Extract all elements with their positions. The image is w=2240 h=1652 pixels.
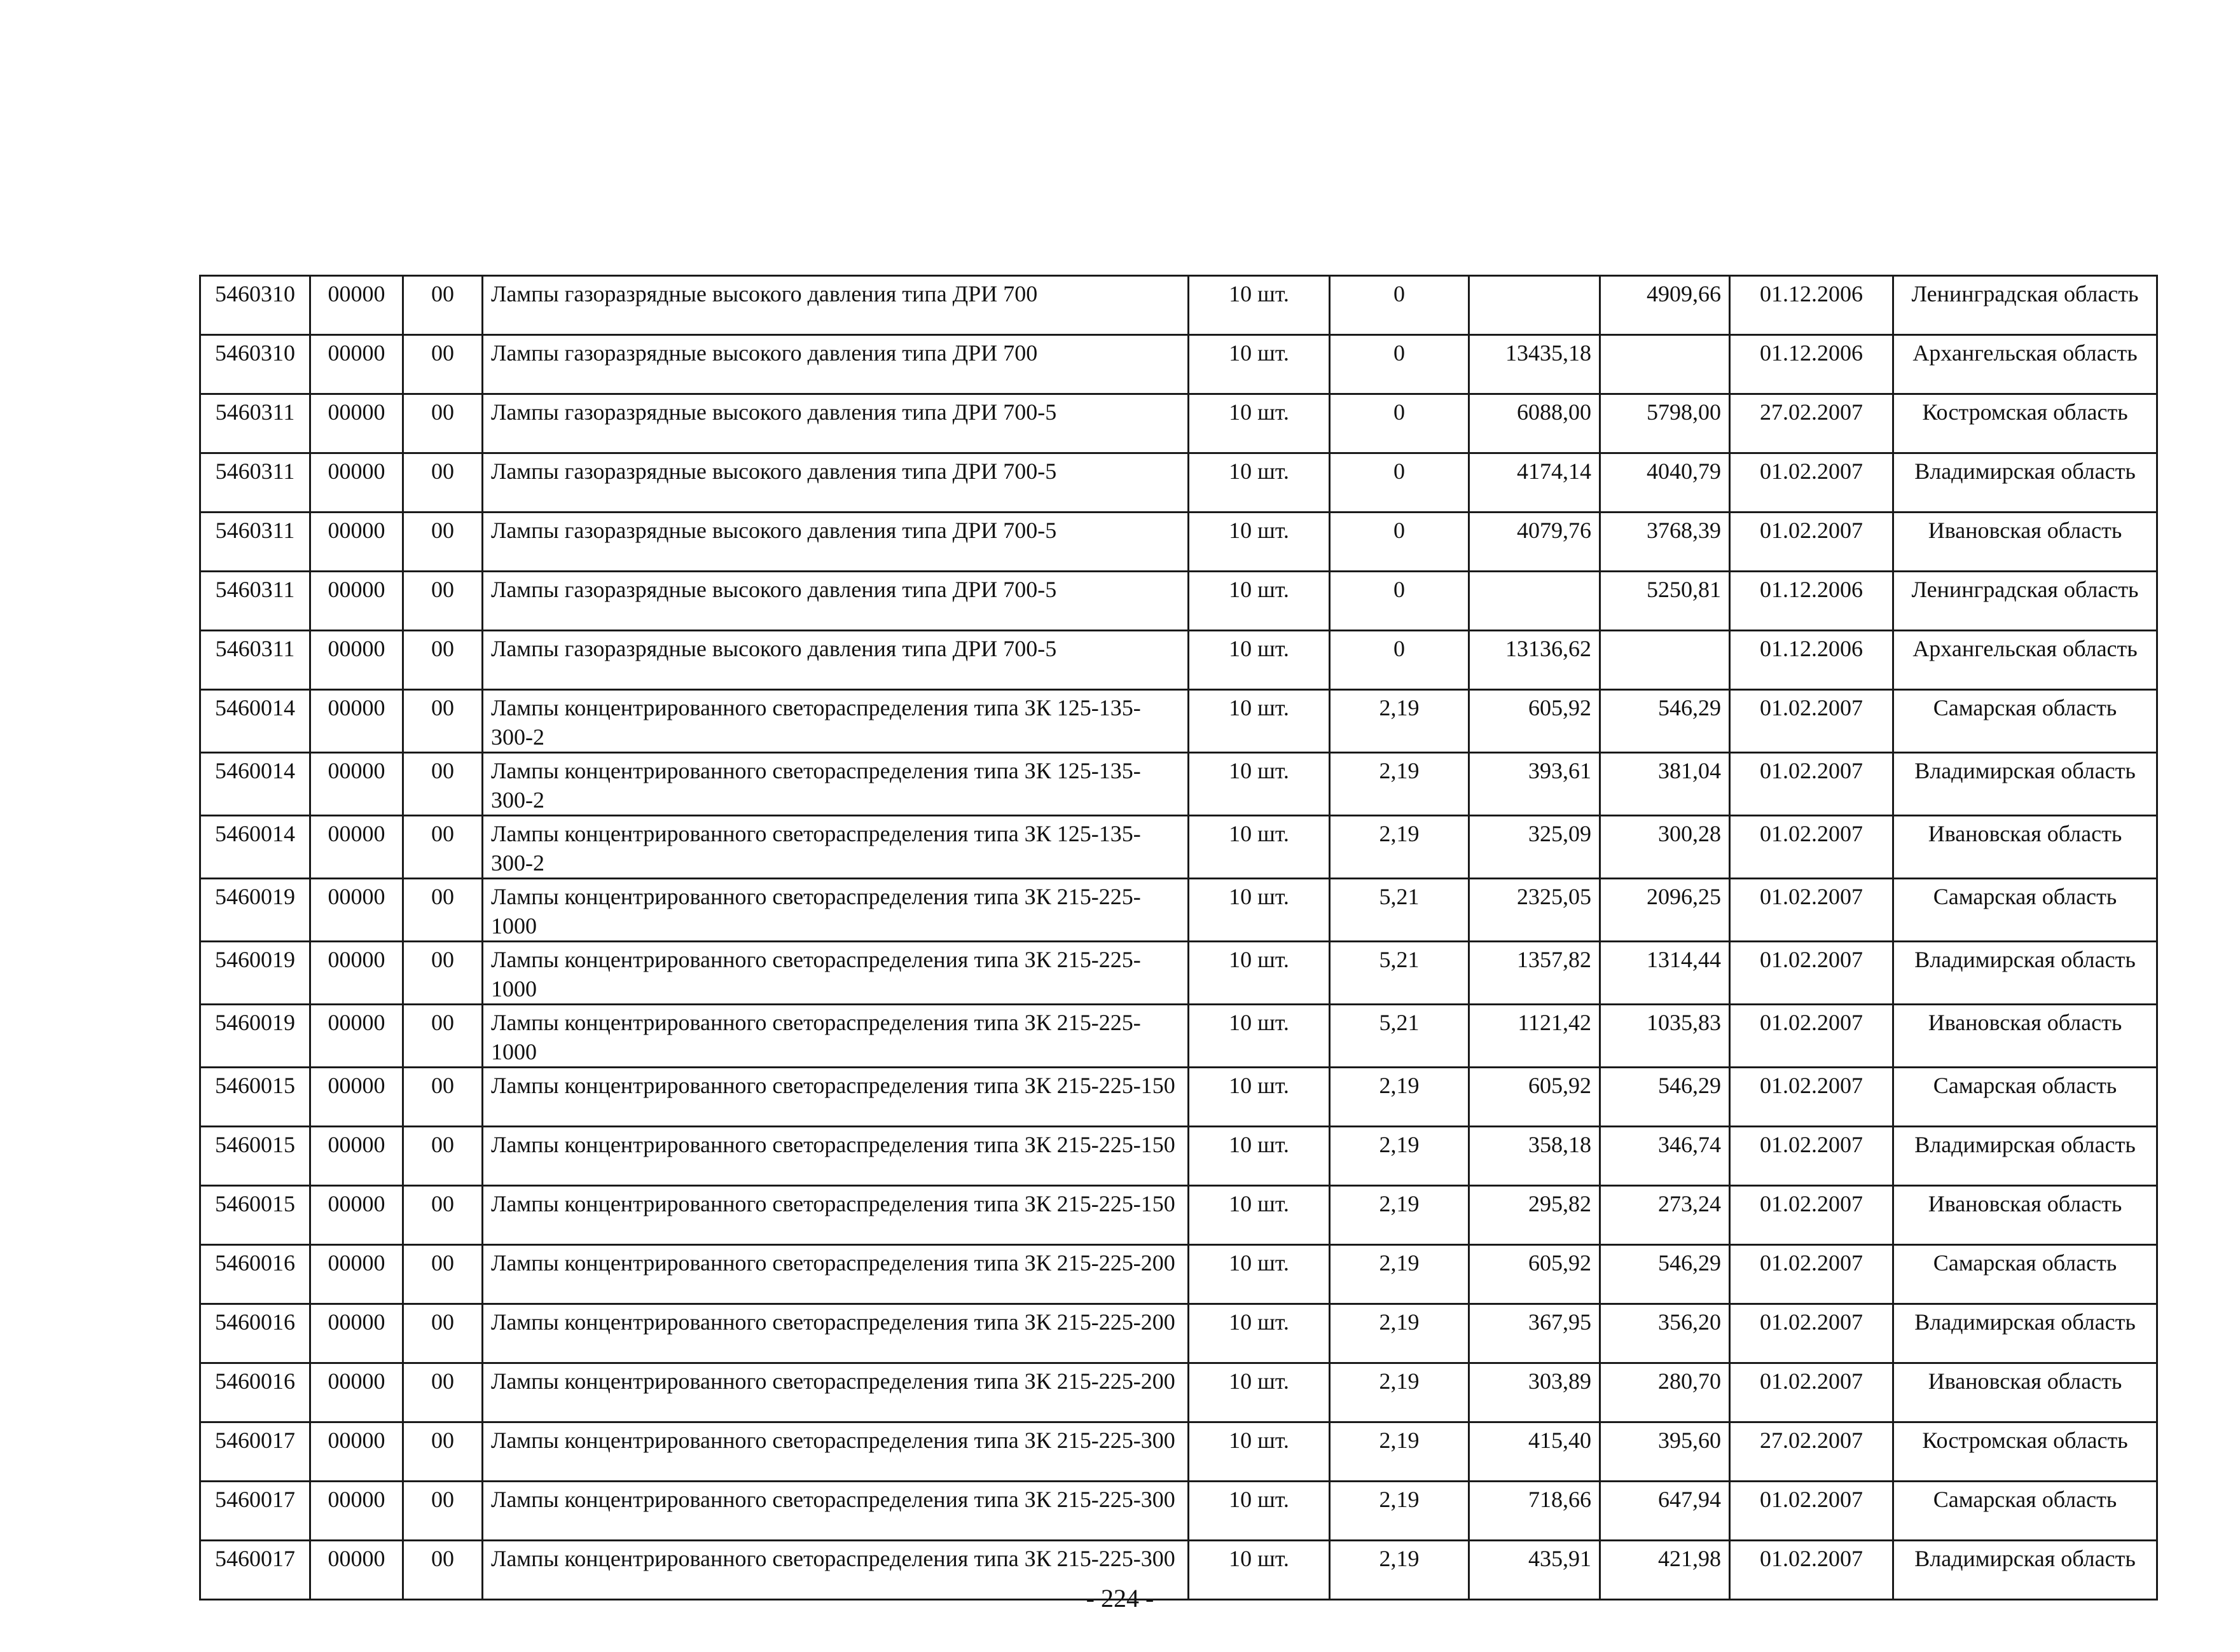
price-2-cell: 546,29 xyxy=(1600,690,1730,753)
price-2-cell: 381,04 xyxy=(1600,753,1730,816)
date-cell: 01.02.2007 xyxy=(1730,1005,1893,1068)
price-2-cell: 421,98 xyxy=(1600,1541,1730,1600)
version-cell: 00 xyxy=(403,276,483,335)
product-name-cell: Лампы газоразрядные высокого давления типа ДРИ 700 xyxy=(483,335,1189,394)
product-name-cell: Лампы концентрированного светораспределения типа ЗК 215-225-1000 xyxy=(483,879,1189,942)
unit-cell: 10 шт. xyxy=(1189,1186,1330,1245)
price-2-cell: 2096,25 xyxy=(1600,879,1730,942)
region-cell: Самарская область xyxy=(1893,1068,2157,1127)
price-2-cell: 1035,83 xyxy=(1600,1005,1730,1068)
price-2-cell: 3768,39 xyxy=(1600,513,1730,572)
date-cell: 01.02.2007 xyxy=(1730,942,1893,1005)
table-row xyxy=(200,572,2157,631)
coefficient-cell: 2,19 xyxy=(1330,1068,1469,1127)
product-name-cell: Лампы концентрированного светораспределения типа ЗК 125-135-300-2 xyxy=(483,690,1189,753)
table-row xyxy=(200,1363,2157,1422)
region-cell: Ленинградская область xyxy=(1893,276,2157,335)
date-cell: 01.12.2006 xyxy=(1730,335,1893,394)
price-1-cell: 325,09 xyxy=(1469,816,1600,879)
price-2-cell: 4040,79 xyxy=(1600,453,1730,513)
version-cell: 00 xyxy=(403,1068,483,1127)
subcode-cell: 00000 xyxy=(310,335,403,394)
product-code-cell: 5460310 xyxy=(200,276,310,335)
version-cell: 00 xyxy=(403,1541,483,1600)
product-code-cell: 5460015 xyxy=(200,1186,310,1245)
table-row xyxy=(200,1005,2157,1068)
region-cell: Самарская область xyxy=(1893,690,2157,753)
subcode-cell: 00000 xyxy=(310,753,403,816)
date-cell: 01.02.2007 xyxy=(1730,453,1893,513)
subcode-cell: 00000 xyxy=(310,1127,403,1186)
product-name-cell: Лампы концентрированного светораспределения типа ЗК 215-225-150 xyxy=(483,1127,1189,1186)
product-name-cell: Лампы газоразрядные высокого давления типа ДРИ 700-5 xyxy=(483,631,1189,690)
coefficient-cell: 2,19 xyxy=(1330,690,1469,753)
price-1-cell: 295,82 xyxy=(1469,1186,1600,1245)
price-2-cell: 300,28 xyxy=(1600,816,1730,879)
date-cell: 01.12.2006 xyxy=(1730,276,1893,335)
coefficient-cell: 0 xyxy=(1330,513,1469,572)
subcode-cell: 00000 xyxy=(310,1304,403,1363)
region-cell: Ленинградская область xyxy=(1893,572,2157,631)
version-cell: 00 xyxy=(403,753,483,816)
version-cell: 00 xyxy=(403,1482,483,1541)
subcode-cell: 00000 xyxy=(310,816,403,879)
subcode-cell: 00000 xyxy=(310,1186,403,1245)
price-2-cell: 280,70 xyxy=(1600,1363,1730,1422)
date-cell: 01.12.2006 xyxy=(1730,572,1893,631)
product-name-cell: Лампы концентрированного светораспределения типа ЗК 125-135-300-2 xyxy=(483,753,1189,816)
product-name-cell: Лампы газоразрядные высокого давления типа ДРИ 700 xyxy=(483,276,1189,335)
date-cell: 01.02.2007 xyxy=(1730,1068,1893,1127)
price-1-cell: 605,92 xyxy=(1469,690,1600,753)
table-row xyxy=(200,942,2157,1005)
coefficient-cell: 2,19 xyxy=(1330,1363,1469,1422)
table-row xyxy=(200,879,2157,942)
price-1-cell xyxy=(1469,276,1600,335)
price-1-cell xyxy=(1469,572,1600,631)
unit-cell: 10 шт. xyxy=(1189,690,1330,753)
version-cell: 00 xyxy=(403,572,483,631)
product-name-cell: Лампы концентрированного светораспределения типа ЗК 125-135-300-2 xyxy=(483,816,1189,879)
unit-cell: 10 шт. xyxy=(1189,753,1330,816)
coefficient-cell: 2,19 xyxy=(1330,753,1469,816)
subcode-cell: 00000 xyxy=(310,1363,403,1422)
product-code-cell: 5460014 xyxy=(200,753,310,816)
subcode-cell: 00000 xyxy=(310,1005,403,1068)
product-code-cell: 5460019 xyxy=(200,1005,310,1068)
subcode-cell: 00000 xyxy=(310,879,403,942)
price-1-cell: 13136,62 xyxy=(1469,631,1600,690)
version-cell: 00 xyxy=(403,690,483,753)
table-row xyxy=(200,394,2157,453)
product-code-cell: 5460017 xyxy=(200,1422,310,1482)
subcode-cell: 00000 xyxy=(310,1422,403,1482)
coefficient-cell: 2,19 xyxy=(1330,1541,1469,1600)
product-code-cell: 5460014 xyxy=(200,816,310,879)
unit-cell: 10 шт. xyxy=(1189,942,1330,1005)
coefficient-cell: 5,21 xyxy=(1330,942,1469,1005)
price-2-cell: 1314,44 xyxy=(1600,942,1730,1005)
price-1-cell: 6088,00 xyxy=(1469,394,1600,453)
price-2-cell: 395,60 xyxy=(1600,1422,1730,1482)
product-code-cell: 5460015 xyxy=(200,1068,310,1127)
date-cell: 01.02.2007 xyxy=(1730,690,1893,753)
subcode-cell: 00000 xyxy=(310,276,403,335)
unit-cell: 10 шт. xyxy=(1189,394,1330,453)
region-cell: Владимирская область xyxy=(1893,1127,2157,1186)
date-cell: 01.02.2007 xyxy=(1730,879,1893,942)
product-code-cell: 5460017 xyxy=(200,1482,310,1541)
unit-cell: 10 шт. xyxy=(1189,513,1330,572)
unit-cell: 10 шт. xyxy=(1189,879,1330,942)
price-2-cell: 356,20 xyxy=(1600,1304,1730,1363)
unit-cell: 10 шт. xyxy=(1189,1245,1330,1304)
region-cell: Костромская область xyxy=(1893,1422,2157,1482)
price-1-cell: 415,40 xyxy=(1469,1422,1600,1482)
region-cell: Самарская область xyxy=(1893,879,2157,942)
product-code-cell: 5460016 xyxy=(200,1363,310,1422)
subcode-cell: 00000 xyxy=(310,453,403,513)
unit-cell: 10 шт. xyxy=(1189,816,1330,879)
product-name-cell: Лампы газоразрядные высокого давления типа ДРИ 700-5 xyxy=(483,513,1189,572)
table-row xyxy=(200,276,2157,335)
coefficient-cell: 2,19 xyxy=(1330,1127,1469,1186)
price-1-cell: 367,95 xyxy=(1469,1304,1600,1363)
price-1-cell: 393,61 xyxy=(1469,753,1600,816)
region-cell: Владимирская область xyxy=(1893,453,2157,513)
price-2-cell: 5798,00 xyxy=(1600,394,1730,453)
price-1-cell: 605,92 xyxy=(1469,1245,1600,1304)
date-cell: 01.02.2007 xyxy=(1730,1127,1893,1186)
date-cell: 01.02.2007 xyxy=(1730,1245,1893,1304)
coefficient-cell: 2,19 xyxy=(1330,1186,1469,1245)
subcode-cell: 00000 xyxy=(310,631,403,690)
price-1-cell: 4079,76 xyxy=(1469,513,1600,572)
table-body xyxy=(200,276,2157,1600)
region-cell: Самарская область xyxy=(1893,1245,2157,1304)
product-name-cell: Лампы концентрированного светораспределения типа ЗК 215-225-1000 xyxy=(483,1005,1189,1068)
product-code-cell: 5460019 xyxy=(200,942,310,1005)
product-name-cell: Лампы газоразрядные высокого давления типа ДРИ 700-5 xyxy=(483,394,1189,453)
version-cell: 00 xyxy=(403,816,483,879)
table-row xyxy=(200,816,2157,879)
subcode-cell: 00000 xyxy=(310,1068,403,1127)
unit-cell: 10 шт. xyxy=(1189,1541,1330,1600)
product-code-cell: 5460311 xyxy=(200,513,310,572)
date-cell: 01.02.2007 xyxy=(1730,1304,1893,1363)
coefficient-cell: 0 xyxy=(1330,453,1469,513)
region-cell: Архангельская область xyxy=(1893,631,2157,690)
product-name-cell: Лампы концентрированного светораспределения типа ЗК 215-225-200 xyxy=(483,1363,1189,1422)
coefficient-cell: 2,19 xyxy=(1330,1482,1469,1541)
unit-cell: 10 шт. xyxy=(1189,572,1330,631)
unit-cell: 10 шт. xyxy=(1189,1363,1330,1422)
coefficient-cell: 0 xyxy=(1330,276,1469,335)
subcode-cell: 00000 xyxy=(310,1482,403,1541)
subcode-cell: 00000 xyxy=(310,942,403,1005)
table-row xyxy=(200,513,2157,572)
subcode-cell: 00000 xyxy=(310,1245,403,1304)
unit-cell: 10 шт. xyxy=(1189,1422,1330,1482)
subcode-cell: 00000 xyxy=(310,394,403,453)
product-code-cell: 5460019 xyxy=(200,879,310,942)
product-name-cell: Лампы концентрированного светораспределения типа ЗК 215-225-300 xyxy=(483,1422,1189,1482)
coefficient-cell: 0 xyxy=(1330,394,1469,453)
version-cell: 00 xyxy=(403,1186,483,1245)
product-code-cell: 5460311 xyxy=(200,631,310,690)
region-cell: Ивановская область xyxy=(1893,1186,2157,1245)
product-name-cell: Лампы концентрированного светораспределения типа ЗК 215-225-300 xyxy=(483,1482,1189,1541)
date-cell: 01.02.2007 xyxy=(1730,816,1893,879)
version-cell: 00 xyxy=(403,513,483,572)
version-cell: 00 xyxy=(403,394,483,453)
date-cell: 01.02.2007 xyxy=(1730,1363,1893,1422)
product-name-cell: Лампы газоразрядные высокого давления типа ДРИ 700-5 xyxy=(483,572,1189,631)
product-code-cell: 5460311 xyxy=(200,453,310,513)
version-cell: 00 xyxy=(403,1363,483,1422)
price-2-cell xyxy=(1600,335,1730,394)
product-code-cell: 5460310 xyxy=(200,335,310,394)
version-cell: 00 xyxy=(403,1005,483,1068)
version-cell: 00 xyxy=(403,1422,483,1482)
subcode-cell: 00000 xyxy=(310,1541,403,1600)
product-name-cell: Лампы концентрированного светораспределения типа ЗК 215-225-200 xyxy=(483,1304,1189,1363)
region-cell: Владимирская область xyxy=(1893,1304,2157,1363)
price-1-cell: 718,66 xyxy=(1469,1482,1600,1541)
table-row xyxy=(200,1186,2157,1245)
version-cell: 00 xyxy=(403,1245,483,1304)
table-row xyxy=(200,631,2157,690)
coefficient-cell: 2,19 xyxy=(1330,1245,1469,1304)
subcode-cell: 00000 xyxy=(310,572,403,631)
product-code-cell: 5460311 xyxy=(200,394,310,453)
date-cell: 01.02.2007 xyxy=(1730,1186,1893,1245)
table-row xyxy=(200,1127,2157,1186)
date-cell: 27.02.2007 xyxy=(1730,394,1893,453)
region-cell: Ивановская область xyxy=(1893,1005,2157,1068)
version-cell: 00 xyxy=(403,942,483,1005)
region-cell: Ивановская область xyxy=(1893,513,2157,572)
date-cell: 01.02.2007 xyxy=(1730,1541,1893,1600)
price-2-cell xyxy=(1600,631,1730,690)
price-2-cell: 546,29 xyxy=(1600,1245,1730,1304)
product-name-cell: Лампы концентрированного светораспределения типа ЗК 215-225-150 xyxy=(483,1068,1189,1127)
region-cell: Самарская область xyxy=(1893,1482,2157,1541)
table-row xyxy=(200,1245,2157,1304)
product-name-cell: Лампы концентрированного светораспределения типа ЗК 215-225-1000 xyxy=(483,942,1189,1005)
unit-cell: 10 шт. xyxy=(1189,1127,1330,1186)
subcode-cell: 00000 xyxy=(310,513,403,572)
region-cell: Костромская область xyxy=(1893,394,2157,453)
price-1-cell: 4174,14 xyxy=(1469,453,1600,513)
table-row xyxy=(200,1422,2157,1482)
unit-cell: 10 шт. xyxy=(1189,1005,1330,1068)
price-1-cell: 2325,05 xyxy=(1469,879,1600,942)
version-cell: 00 xyxy=(403,631,483,690)
coefficient-cell: 2,19 xyxy=(1330,1422,1469,1482)
product-code-cell: 5460014 xyxy=(200,690,310,753)
unit-cell: 10 шт. xyxy=(1189,453,1330,513)
product-name-cell: Лампы концентрированного светораспределения типа ЗК 215-225-300 xyxy=(483,1541,1189,1600)
product-code-cell: 5460016 xyxy=(200,1245,310,1304)
date-cell: 01.02.2007 xyxy=(1730,1482,1893,1541)
price-1-cell: 13435,18 xyxy=(1469,335,1600,394)
price-table xyxy=(199,275,2158,1600)
region-cell: Архангельская область xyxy=(1893,335,2157,394)
price-1-cell: 1357,82 xyxy=(1469,942,1600,1005)
price-1-cell: 358,18 xyxy=(1469,1127,1600,1186)
price-1-cell: 1121,42 xyxy=(1469,1005,1600,1068)
product-code-cell: 5460311 xyxy=(200,572,310,631)
price-2-cell: 5250,81 xyxy=(1600,572,1730,631)
coefficient-cell: 2,19 xyxy=(1330,816,1469,879)
product-code-cell: 5460016 xyxy=(200,1304,310,1363)
price-2-cell: 346,74 xyxy=(1600,1127,1730,1186)
product-name-cell: Лампы концентрированного светораспределения типа ЗК 215-225-200 xyxy=(483,1245,1189,1304)
product-name-cell: Лампы газоразрядные высокого давления типа ДРИ 700-5 xyxy=(483,453,1189,513)
version-cell: 00 xyxy=(403,1304,483,1363)
price-1-cell: 303,89 xyxy=(1469,1363,1600,1422)
product-code-cell: 5460015 xyxy=(200,1127,310,1186)
unit-cell: 10 шт. xyxy=(1189,1068,1330,1127)
subcode-cell: 00000 xyxy=(310,690,403,753)
unit-cell: 10 шт. xyxy=(1189,335,1330,394)
price-1-cell: 435,91 xyxy=(1469,1541,1600,1600)
coefficient-cell: 2,19 xyxy=(1330,1304,1469,1363)
region-cell: Ивановская область xyxy=(1893,1363,2157,1422)
coefficient-cell: 5,21 xyxy=(1330,879,1469,942)
unit-cell: 10 шт. xyxy=(1189,1304,1330,1363)
version-cell: 00 xyxy=(403,879,483,942)
table-row xyxy=(200,1482,2157,1541)
price-1-cell: 605,92 xyxy=(1469,1068,1600,1127)
price-2-cell: 546,29 xyxy=(1600,1068,1730,1127)
price-2-cell: 4909,66 xyxy=(1600,276,1730,335)
date-cell: 27.02.2007 xyxy=(1730,1422,1893,1482)
version-cell: 00 xyxy=(403,453,483,513)
price-2-cell: 647,94 xyxy=(1600,1482,1730,1541)
unit-cell: 10 шт. xyxy=(1189,631,1330,690)
table-row xyxy=(200,690,2157,753)
version-cell: 00 xyxy=(403,335,483,394)
page-number: - 224 - xyxy=(1086,1584,1154,1613)
region-cell: Владимирская область xyxy=(1893,942,2157,1005)
coefficient-cell: 0 xyxy=(1330,572,1469,631)
table-row xyxy=(200,1068,2157,1127)
date-cell: 01.12.2006 xyxy=(1730,631,1893,690)
table-row xyxy=(200,1304,2157,1363)
table-row xyxy=(200,453,2157,513)
date-cell: 01.02.2007 xyxy=(1730,753,1893,816)
date-cell: 01.02.2007 xyxy=(1730,513,1893,572)
coefficient-cell: 0 xyxy=(1330,335,1469,394)
region-cell: Ивановская область xyxy=(1893,816,2157,879)
region-cell: Владимирская область xyxy=(1893,1541,2157,1600)
table-row xyxy=(200,753,2157,816)
coefficient-cell: 0 xyxy=(1330,631,1469,690)
coefficient-cell: 5,21 xyxy=(1330,1005,1469,1068)
price-2-cell: 273,24 xyxy=(1600,1186,1730,1245)
product-code-cell: 5460017 xyxy=(200,1541,310,1600)
version-cell: 00 xyxy=(403,1127,483,1186)
table-row xyxy=(200,335,2157,394)
product-name-cell: Лампы концентрированного светораспределения типа ЗК 215-225-150 xyxy=(483,1186,1189,1245)
unit-cell: 10 шт. xyxy=(1189,276,1330,335)
region-cell: Владимирская область xyxy=(1893,753,2157,816)
unit-cell: 10 шт. xyxy=(1189,1482,1330,1541)
